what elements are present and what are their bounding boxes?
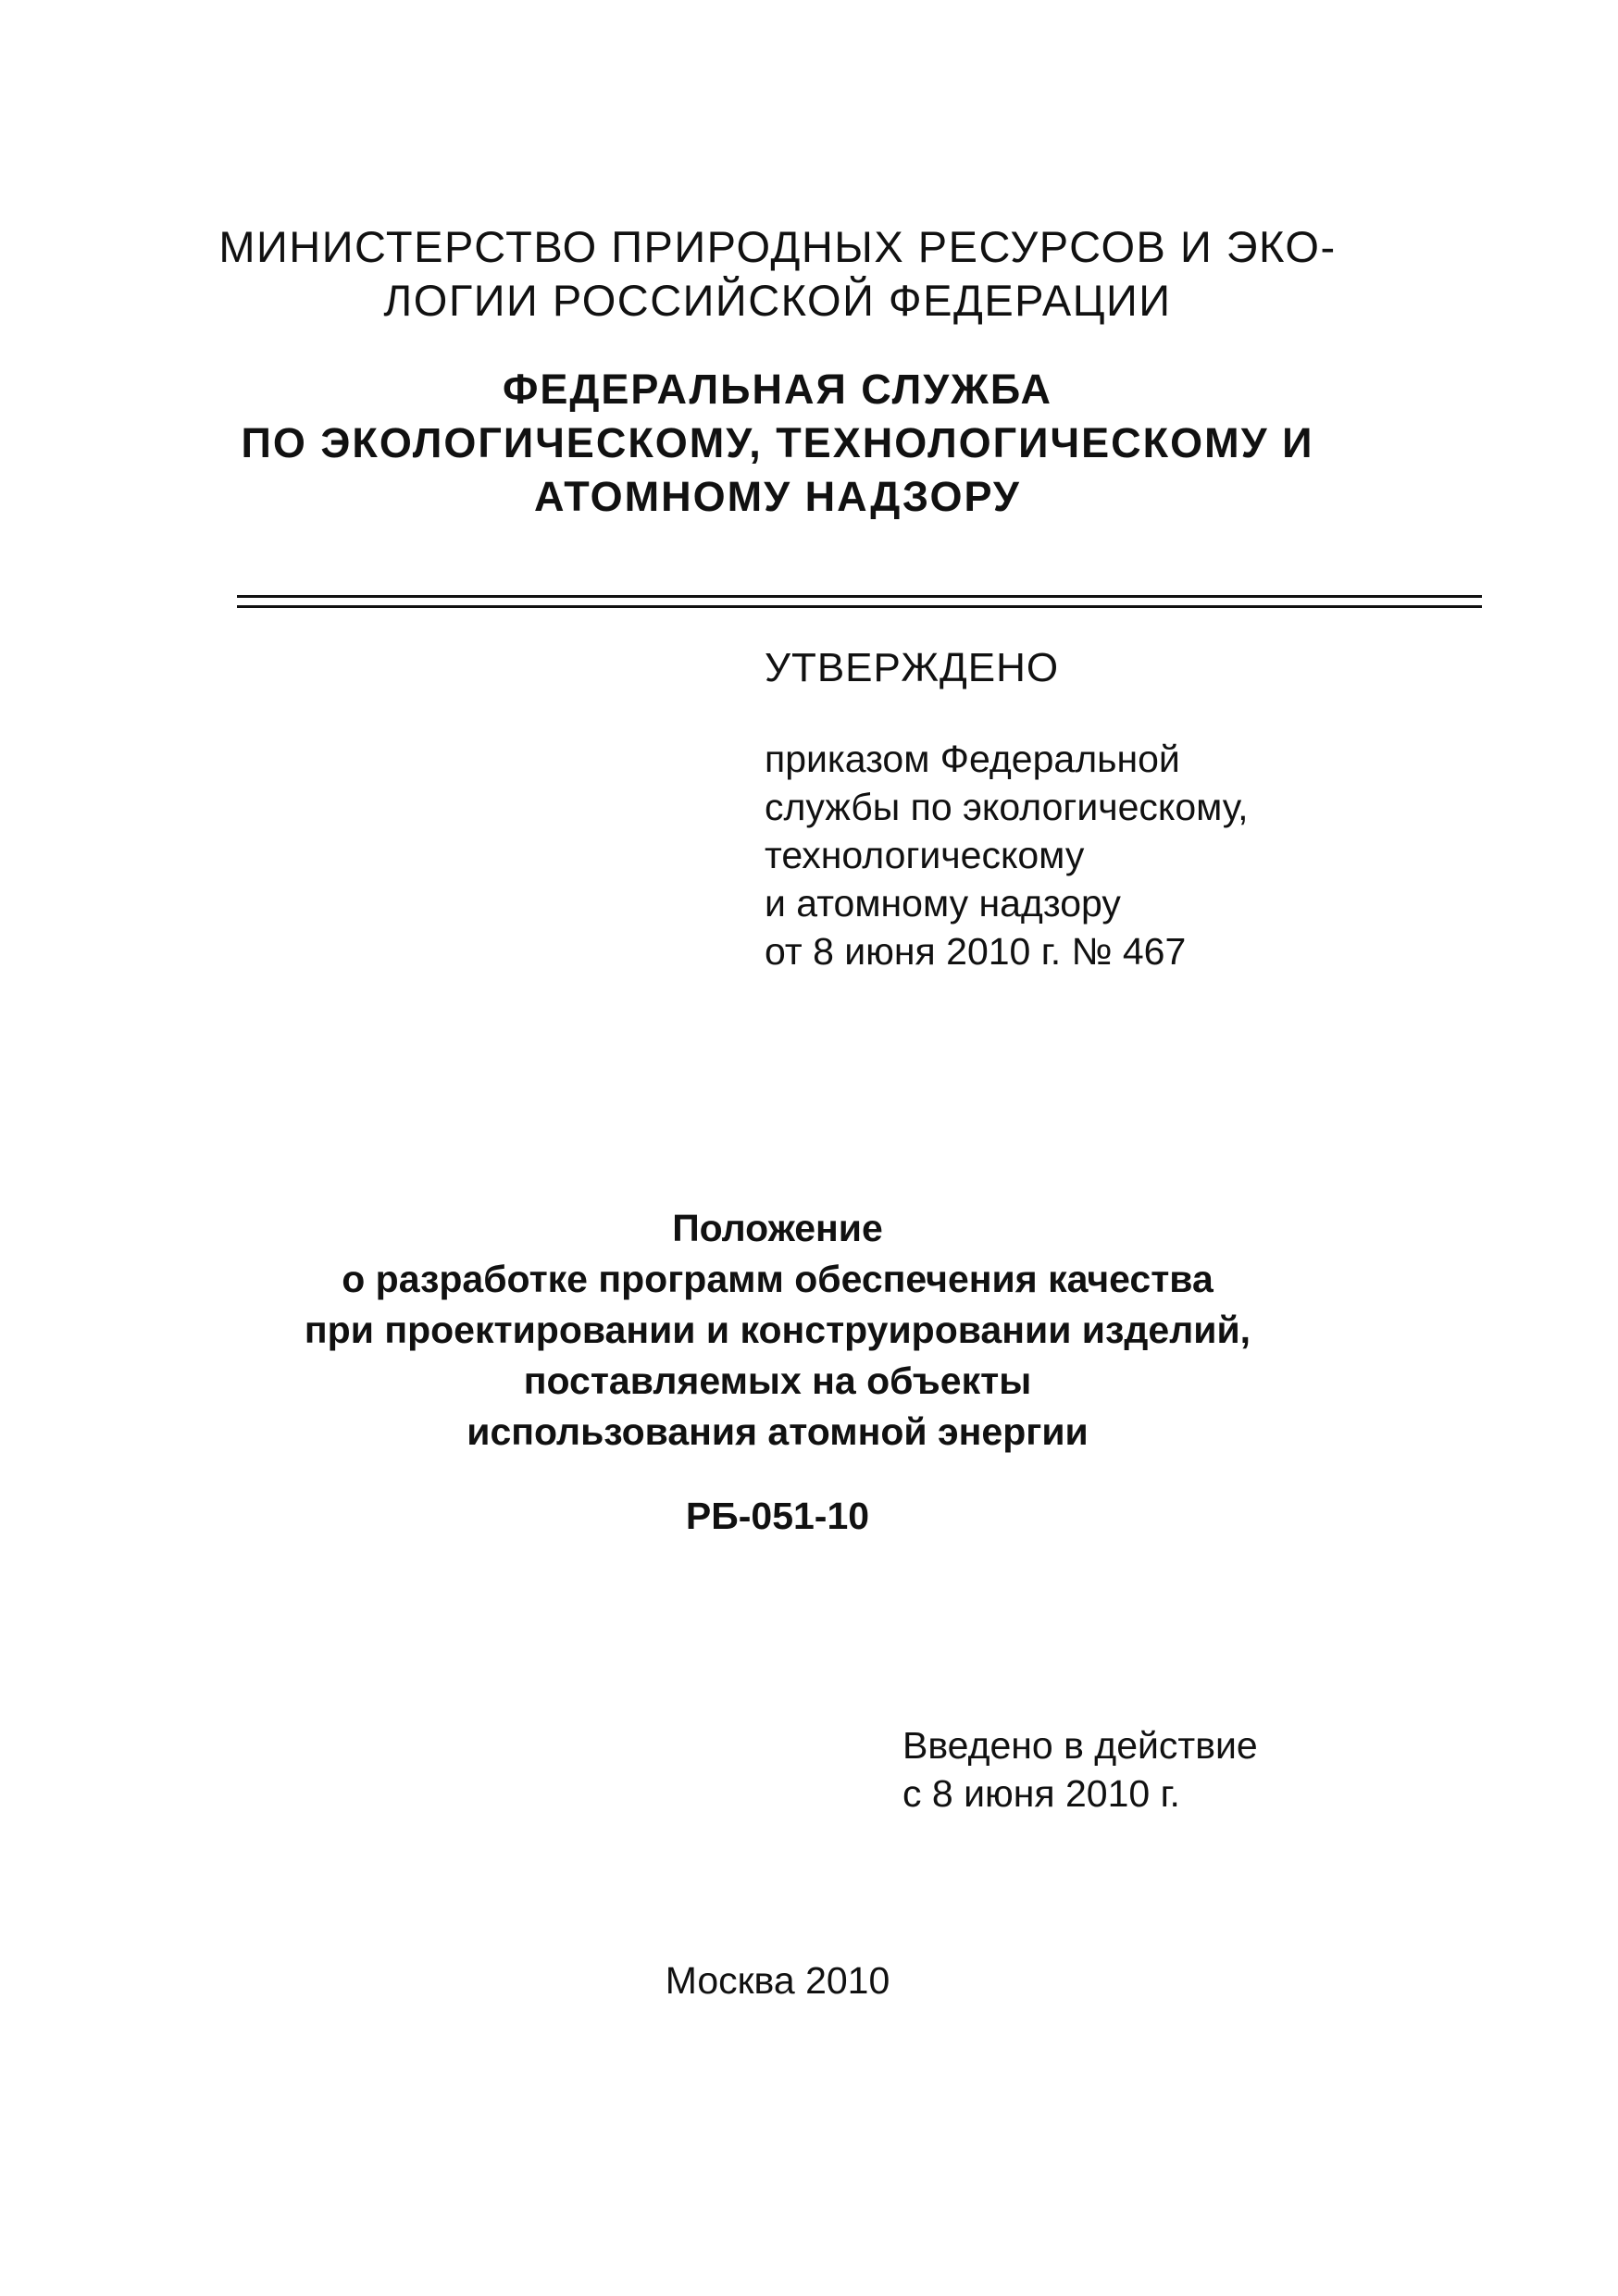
ministry-heading [185,220,1370,328]
service-heading [185,363,1370,524]
document-title-line: использования атомной энергии [467,1410,1089,1453]
header-divider-bottom [237,605,1482,608]
approval-detail-line: от 8 июня 2010 г. № 467 [765,930,1187,973]
effective-date-line: с 8 июня 2010 г. [902,1772,1180,1815]
document-title-line: поставляемых на объекты [523,1359,1032,1402]
document-title-line: о разработке программ обеспечения качества [342,1258,1214,1300]
approval-detail-line: и атомному надзору [765,882,1121,925]
approval-details [765,735,1249,975]
approval-detail-line: приказом Федеральной [765,738,1180,780]
service-heading-line: АТОМНОМУ НАДЗОРУ [534,473,1021,520]
approval-detail-line: службы по экологическому, [765,786,1249,828]
service-heading-line: ФЕДЕРАЛЬНАЯ СЛУЖБА [502,366,1053,413]
document-code: РБ-051-10 [685,1495,870,1537]
header-divider-top [237,595,1482,598]
effective-date [902,1721,1258,1818]
document-title [185,1203,1370,1458]
ministry-heading-line: МИНИСТЕРСТВО ПРИРОДНЫХ РЕСУРСОВ И ЭКО- [218,222,1337,271]
document-title-line: Положение [672,1207,883,1249]
ministry-heading-line: ЛОГИИ РОССИЙСКОЙ ФЕДЕРАЦИИ [383,276,1172,325]
approval-title: УТВЕРЖДЕНО [765,645,1060,690]
approval-detail-line: технологическому [765,834,1085,876]
publication-place-year: Москва 2010 [665,1959,890,2002]
service-heading-line: ПО ЭКОЛОГИЧЕСКОМУ, ТЕХНОЛОГИЧЕСКОМУ И [241,419,1314,466]
effective-date-line: Введено в действие [902,1724,1258,1767]
document-title-line: при проектировании и конструировании изделий, [304,1309,1251,1351]
